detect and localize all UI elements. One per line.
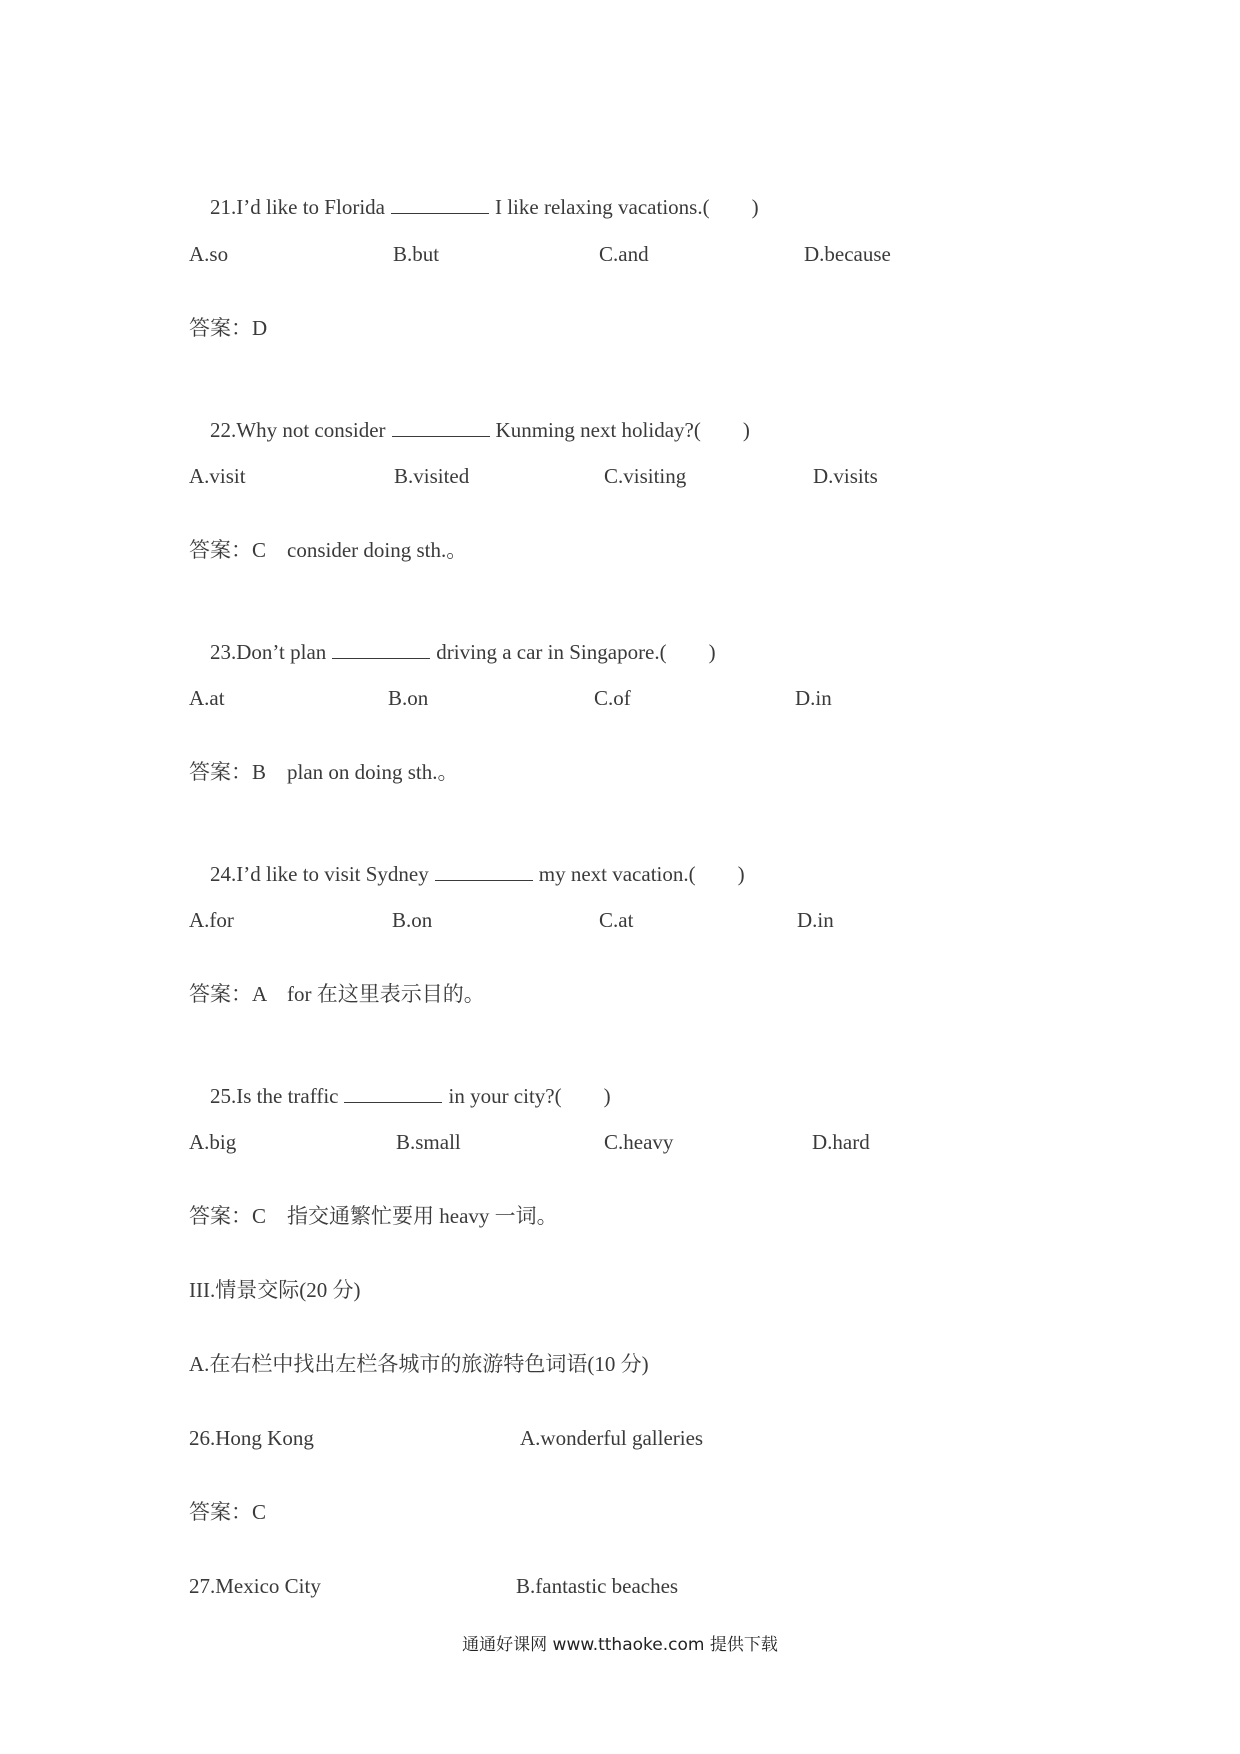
option-c: C.at: [599, 908, 634, 932]
answer-24: 答案：A for 在这里表示目的。: [189, 982, 485, 1006]
question-23-stem-end: driving a car in Singapore.( ): [436, 640, 716, 664]
question-23: [189, 610, 716, 694]
question-24-stem-start: 24.I’d like to visit Sydney: [210, 862, 429, 886]
question-22-stem-end: Kunming next holiday?( ): [495, 418, 750, 442]
option-b: B.but: [393, 242, 440, 266]
question-24: [189, 832, 745, 916]
question-22-stem-start: 22.Why not consider: [210, 418, 386, 442]
option-a: A.big: [189, 1130, 237, 1154]
answer-blank: [435, 860, 533, 881]
answer-blank: [392, 416, 490, 437]
question-21: [189, 165, 759, 249]
question-22: [189, 388, 750, 472]
option-d: D.in: [797, 908, 834, 932]
question-21-stem-end: I like relaxing vacations.( ): [494, 195, 759, 219]
question-23-stem-start: 23.Don’t plan: [210, 640, 327, 664]
question-21-stem-start: 21.I’d like to Florida: [210, 195, 385, 219]
match-left-27: 27.Mexico City: [189, 1574, 321, 1598]
question-25: [189, 1054, 611, 1138]
option-a: A.at: [189, 686, 225, 710]
section-title: III.情景交际(20 分): [189, 1278, 361, 1302]
match-left-26: 26.Hong Kong: [189, 1426, 314, 1450]
option-c: C.heavy: [604, 1130, 674, 1154]
answer-blank: [344, 1082, 442, 1103]
answer-blank: [332, 638, 430, 659]
option-d: D.hard: [812, 1130, 870, 1154]
answer-25: 答案：C 指交通繁忙要用 heavy 一词。: [189, 1204, 558, 1228]
subsection-title: A.在右栏中找出左栏各城市的旅游特色词语(10 分): [189, 1352, 649, 1376]
answer-22: 答案：C consider doing sth.。: [189, 538, 468, 562]
option-b: B.visited: [394, 464, 470, 488]
option-d: D.visits: [813, 464, 878, 488]
option-a: A.for: [189, 908, 234, 932]
option-b: B.small: [396, 1130, 461, 1154]
option-a: A.visit: [189, 464, 246, 488]
match-right-a: A.wonderful galleries: [520, 1426, 704, 1450]
option-c: C.and: [599, 242, 649, 266]
option-a: A.so: [189, 242, 229, 266]
option-b: B.on: [392, 908, 433, 932]
page-footer: 通通好课网 www.tthaoke.com 提供下载: [462, 1635, 778, 1655]
question-24-stem-end: my next vacation.( ): [538, 862, 745, 886]
match-right-b: B.fantastic beaches: [516, 1574, 679, 1598]
answer-blank: [391, 193, 489, 214]
question-25-stem-start: 25.Is the traffic: [210, 1084, 339, 1108]
answer-26: 答案：C: [189, 1500, 267, 1524]
option-b: B.on: [388, 686, 429, 710]
option-d: D.because: [804, 242, 891, 266]
answer-21: 答案：D: [189, 316, 268, 340]
option-d: D.in: [795, 686, 832, 710]
option-c: C.visiting: [604, 464, 687, 488]
answer-23: 答案：B plan on doing sth.。: [189, 760, 459, 784]
question-25-stem-end: in your city?( ): [448, 1084, 611, 1108]
option-c: C.of: [594, 686, 631, 710]
